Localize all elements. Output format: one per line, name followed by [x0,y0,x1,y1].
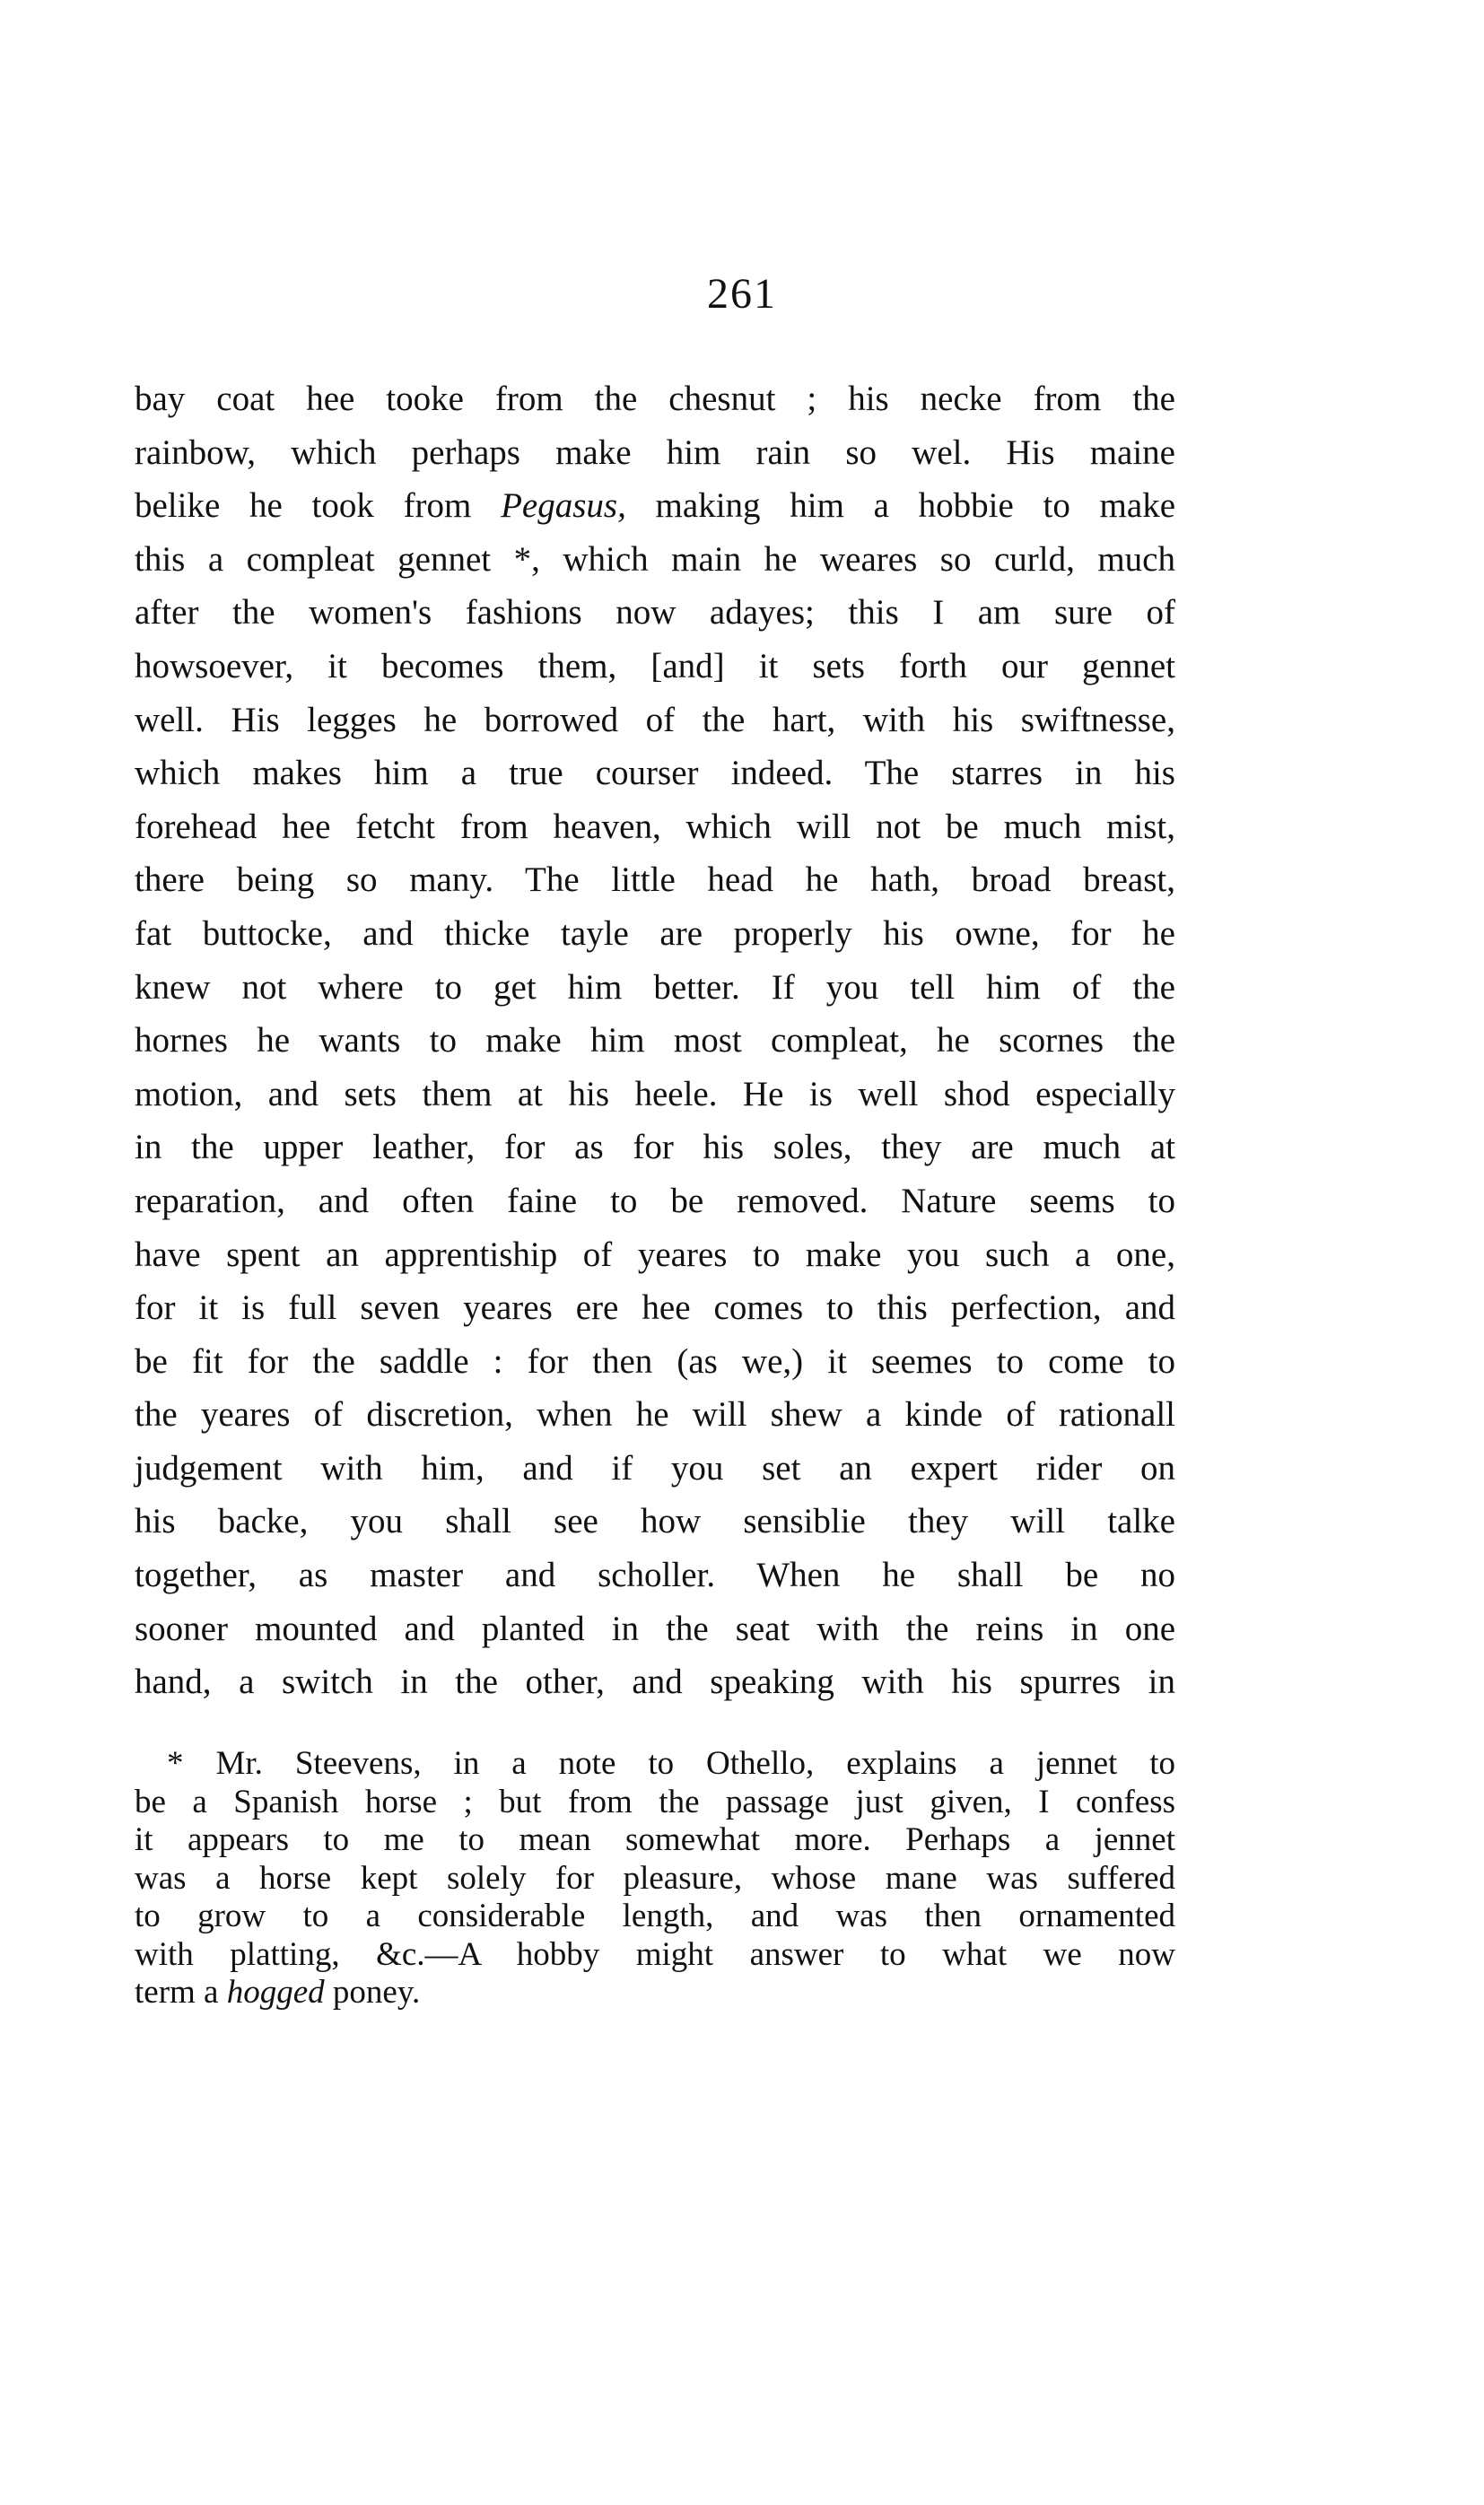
text-line: judgement with him, and if you set an expert rider on [135,1448,1175,1488]
footnote [135,1745,1175,2012]
text-line: be fit for the saddle : for then (as we,) it seemes to come to [135,1341,1175,1381]
text-line: forehead hee fetcht from heaven, which will not be much mist, [135,807,1175,846]
text-line: which makes him a true courser indeed. The starres in his [135,754,1175,793]
text-line: fat buttocke, and thicke tayle are properly his owne, for he [135,913,1175,953]
text-line: in the upper leather, for as for his soles, they are much at [135,1128,1175,1167]
text-line: have spent an apprentiship of yeares to make you such a one, [135,1235,1175,1274]
page-number: 261 [707,270,777,318]
text-line: there being so many. The little head he hath, broad breast, [135,860,1175,900]
text-line: well. His legges he borrowed of the hart, with his swiftnesse, [135,700,1175,739]
text-segment: term a [135,1974,227,2011]
text-line: sooner mounted and planted in the seat with the reins in one [135,1609,1175,1648]
text-line: reparation, and often faine to be removed. Nature seems to [135,1181,1175,1220]
footnote-line: was a horse kept solely for pleasure, whose mane was suffered [135,1859,1175,1897]
text-line [135,479,1175,533]
text-line: the yeares of discretion, when he will shew a kinde of rationall [135,1395,1175,1435]
footnote-line [135,1974,1175,2012]
footnote-line: it appears to me to mean somewhat more. Perhaps a jennet [135,1821,1175,1858]
italic-term: Pegasus, [501,486,626,526]
text-line: this a compleat gennet *, which main he weares so curld, much [135,539,1175,579]
text-line: for it is full seven yeares ere hee comes to this perfection, and [135,1288,1175,1328]
text-line: howsoever, it becomes them, [and] it sets forth our gennet [135,646,1175,685]
text-line: hand, a switch in the other, and speaking with his spurres in [135,1663,1175,1702]
italic-term: hogged [226,1974,325,2011]
footnote-line: * Mr. Steevens, in a note to Othello, explains a jennet to [167,1745,1175,1782]
text-line: rainbow, which perhaps make him rain so wel. His maine [135,432,1175,472]
text-line: bay coat hee tooke from the chesnut ; his necke from the [135,380,1175,418]
text-segment: belike he took from [135,486,502,526]
text-line: his backe, you shall see how sensiblie they will talke [135,1502,1175,1541]
footnote-line: be a Spanish horse ; but from the passage just given, I confess [135,1783,1175,1820]
text-segment: poney. [324,1974,421,2011]
text-line: after the women's fashions now adayes; this I am sure of [135,593,1175,633]
text-line: motion, and sets them at his heele. He is well shod especially [135,1074,1175,1113]
footnote-line: with platting, &c.—A hobby might answer to what we now [135,1935,1175,1973]
text-line: hornes he wants to make him most compleat, he scornes the [135,1021,1175,1060]
text-line: together, as master and scholler. When he shall be no [135,1556,1175,1595]
text-line: knew not where to get him better. If you tell him of the [135,967,1175,1007]
text-segment: making him a hobbie to make [625,486,1175,526]
body-text [135,372,1175,1709]
footnote-line: to grow to a considerable length, and was then ornamented [135,1898,1175,1934]
